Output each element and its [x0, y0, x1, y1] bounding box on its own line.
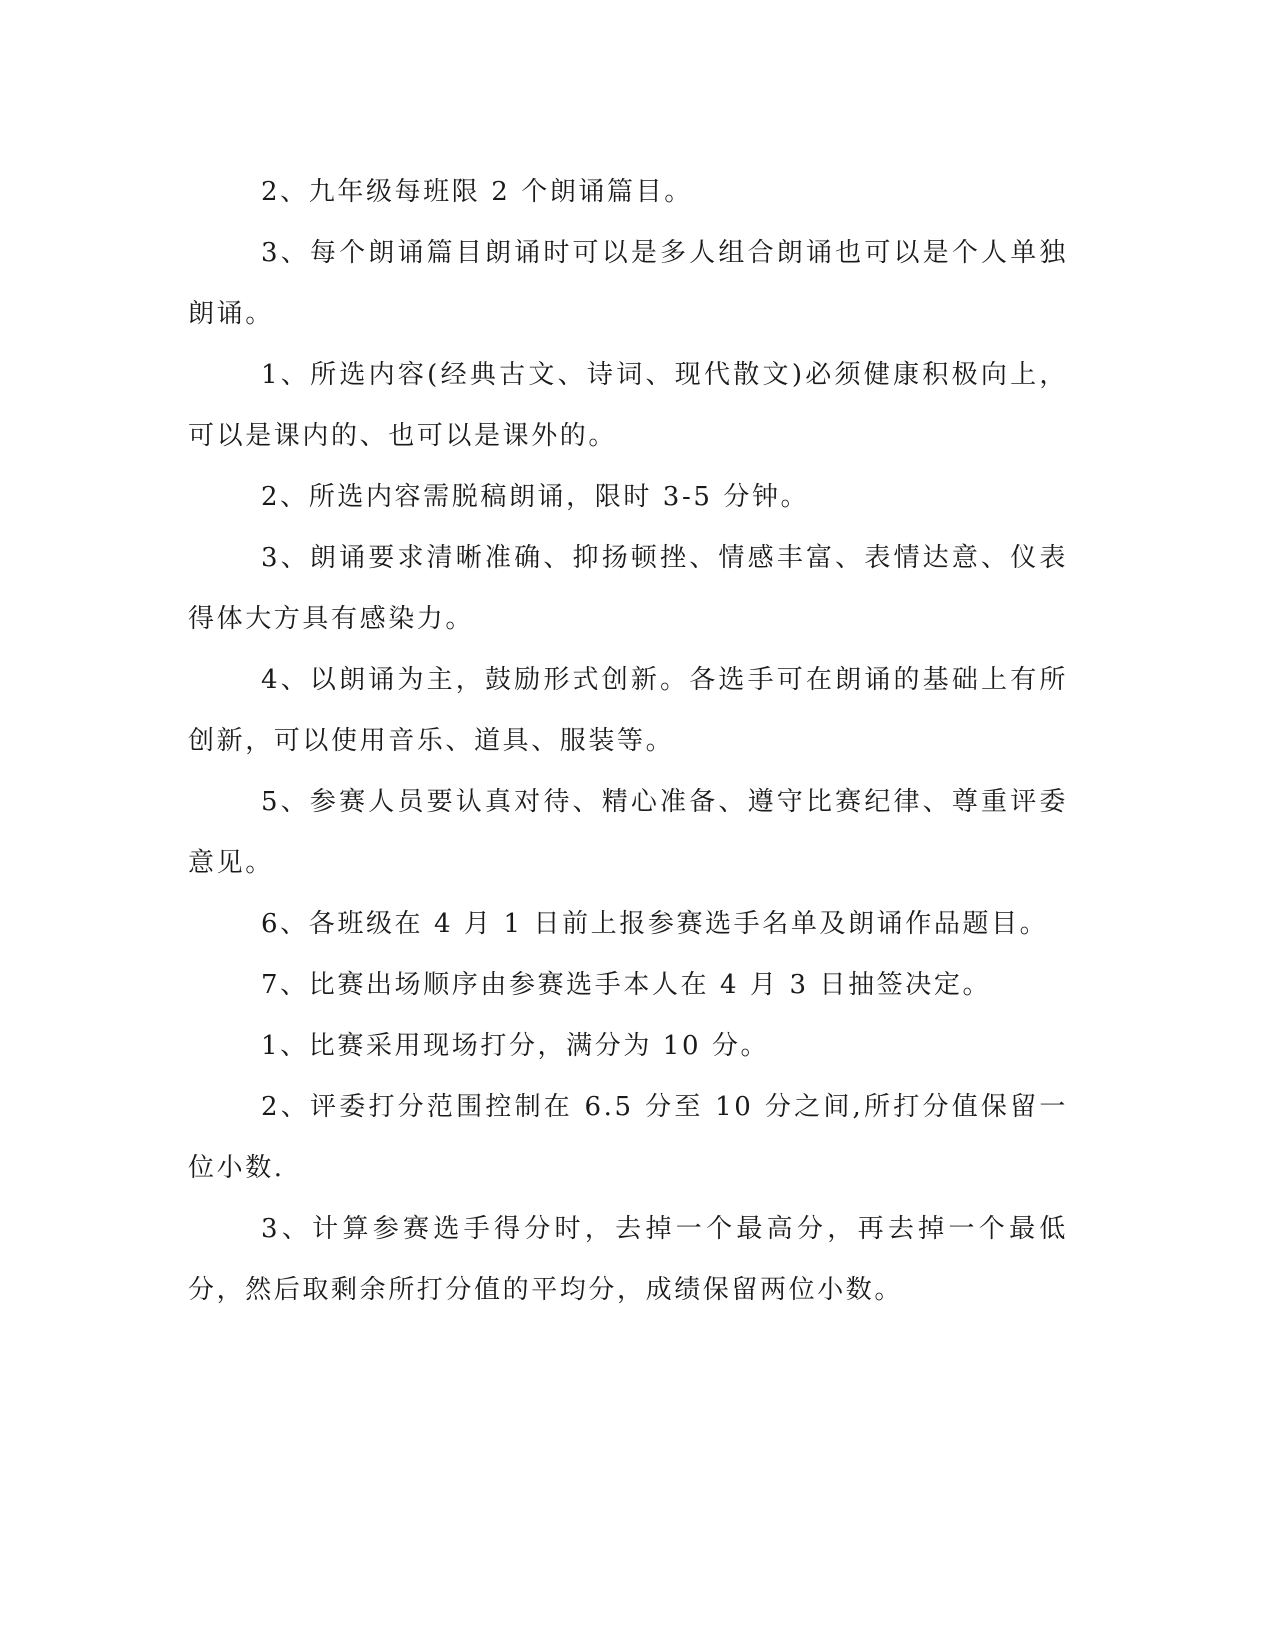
paragraph-form-innovation: 4、以朗诵为主，鼓励形式创新。各选手可在朗诵的基础上有所创新，可以使用音乐、道具、服装等。	[188, 665, 1068, 756]
paragraph-order-draw: 7、比赛出场顺序由参赛选手本人在 4 月 3 日抽签决定。	[261, 970, 992, 1000]
paragraph-time-limit: 2、所选内容需脱稿朗诵，限时 3-5 分钟。	[261, 482, 810, 512]
paragraph-registration-deadline: 6、各班级在 4 月 1 日前上报参赛选手名单及朗诵作品题目。	[261, 909, 1049, 939]
paragraph-recitation-requirements: 3、朗诵要求清晰准确、抑扬顿挫、情感丰富、表情达意、仪表得体大方具有感染力。	[188, 543, 1068, 634]
paragraph-content-selection: 1、所选内容(经典古文、诗词、现代散文)必须健康积极向上，可以是课内的、也可以是课外的。	[188, 360, 1068, 451]
document-body	[188, 162, 1068, 1321]
paragraph-scoring-method: 1、比赛采用现场打分，满分为 10 分。	[261, 1031, 770, 1061]
paragraph-participant-conduct: 5、参赛人员要认真对待、精心准备、遵守比赛纪律、尊重评委意见。	[188, 787, 1068, 878]
paragraph-score-calculation: 3、计算参赛选手得分时，去掉一个最高分，再去掉一个最低分，然后取剩余所打分值的平均分，成绩保留两位小数。	[188, 1214, 1068, 1305]
paragraph-score-range: 2、评委打分范围控制在 6.5 分至 10 分之间,所打分值保留一位小数.	[188, 1092, 1068, 1183]
paragraph-group-or-solo: 3、每个朗诵篇目朗诵时可以是多人组合朗诵也可以是个人单独朗诵。	[188, 238, 1068, 329]
paragraph-class-limit: 2、九年级每班限 2 个朗诵篇目。	[261, 177, 693, 207]
